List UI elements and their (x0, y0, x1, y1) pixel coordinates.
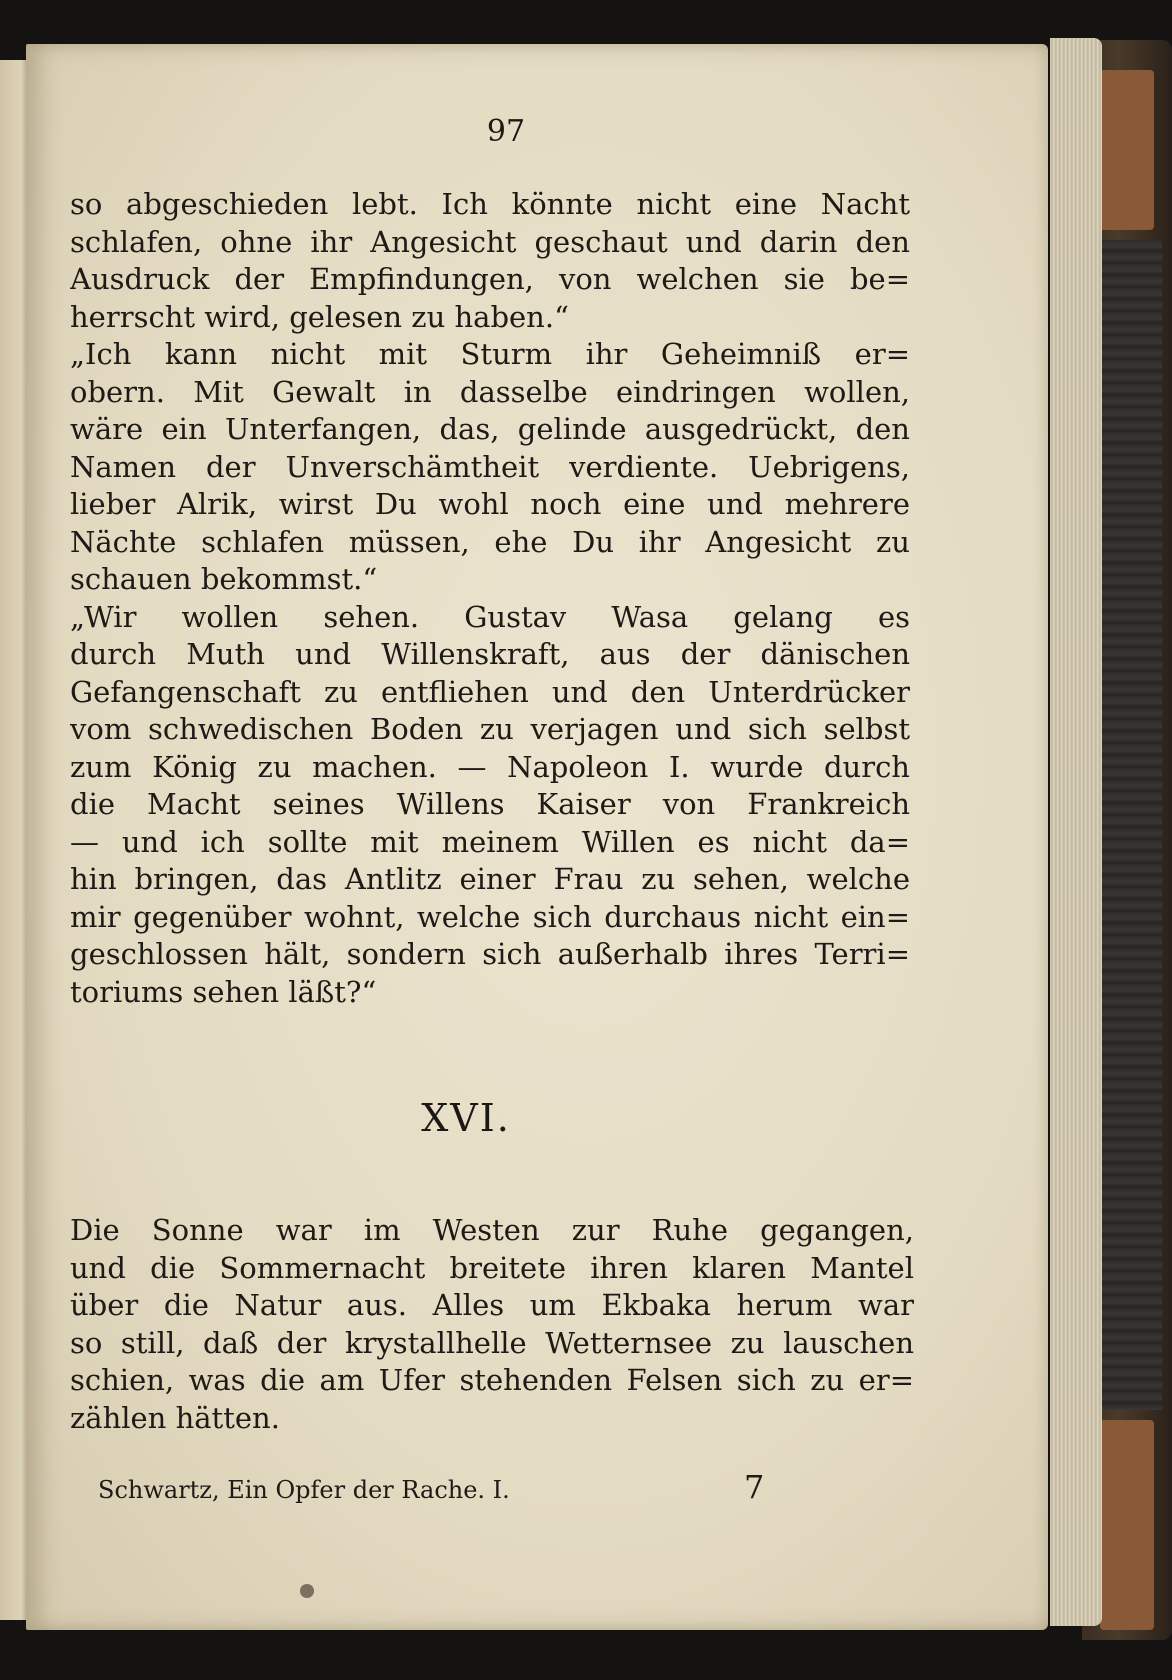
text-line: lieber Alrik, wirst Du wohl noch eine und mehrere (70, 487, 910, 521)
paragraph-block-1 (70, 186, 910, 1011)
text-line: Ausdruck der Empfindungen, von welchen sie be= (70, 262, 910, 296)
text-line: „Ich kann nicht mit Sturm ihr Geheimniß er= (70, 337, 910, 371)
text-line: schlafen, ohne ihr Angesicht geschaut und darin den (70, 224, 910, 259)
text-line: zum König zu machen. — Napoleon I. wurde durch (70, 749, 910, 784)
text-line: über die Natur aus. Alles um Ekbaka herum war (70, 1288, 914, 1322)
cover-cloth-spine (1100, 240, 1162, 1410)
text-line: obern. Mit Gewalt in dasselbe eindringen wollen, (70, 374, 910, 409)
page-number: 97 (486, 114, 526, 149)
text-line: so abgeschieden lebt. Ich könnte nicht eine Nacht (70, 187, 910, 221)
text-line: Nächte schlafen müssen, ehe Du ihr Angesicht zu (70, 524, 910, 559)
text-line: die Macht seines Willens Kaiser von Frankreich (70, 787, 910, 821)
text-line: — und ich sollte mit meinem Willen es nicht da= (70, 824, 910, 859)
text-line: durch Muth und Willenskraft, aus der dänischen (70, 637, 910, 671)
book-page (26, 44, 1048, 1630)
text-line: und die Sommernacht breitete ihren klaren Mantel (70, 1250, 914, 1285)
footer-sheet-number: 7 (744, 1468, 765, 1506)
text-line: schien, was die am Ufer stehenden Felsen sich zu er= (70, 1363, 914, 1397)
text-line: vom schwedischen Boden zu verjagen und sich selbst (70, 712, 910, 746)
cover-leather-corner (1100, 70, 1154, 230)
paper-spot (300, 1584, 314, 1598)
text-line: toriums sehen läßt?“ (70, 974, 377, 1009)
text-line: so still, daß der krystallhelle Wetternsee zu lauschen (70, 1325, 914, 1360)
text-line: Namen der Unverschämtheit verdiente. Uebrigens, (70, 449, 910, 484)
text-line: schauen bekommst.“ (70, 562, 378, 596)
cover-leather-corner-bottom (1100, 1420, 1154, 1630)
text-line: Die Sonne war im Westen zur Ruhe gegangen, (70, 1213, 914, 1247)
text-line: „Wir wollen sehen. Gustav Wasa gelang es (70, 599, 910, 634)
text-line: herrscht wird, gelesen zu haben.“ (70, 299, 569, 334)
text-line: Gefangenschaft zu entfliehen und den Unterdrücker (70, 674, 910, 709)
chapter-heading: XVI. (421, 1096, 511, 1140)
text-line: hin bringen, das Antlitz einer Frau zu sehen, welche (70, 862, 910, 896)
text-line: wäre ein Unterfangen, das, gelinde ausgedrückt, den (70, 412, 910, 446)
footer-signature: Schwartz, Ein Opfer der Rache. I. (98, 1476, 510, 1504)
text-line: zählen hätten. (70, 1400, 280, 1435)
page-edges (1050, 38, 1102, 1626)
text-line: mir gegenüber wohnt, welche sich durchaus nicht ein= (70, 899, 910, 934)
paragraph-block-2 (70, 1212, 914, 1437)
text-line: geschlossen hält, sondern sich außerhalb ihres Terri= (70, 937, 910, 971)
